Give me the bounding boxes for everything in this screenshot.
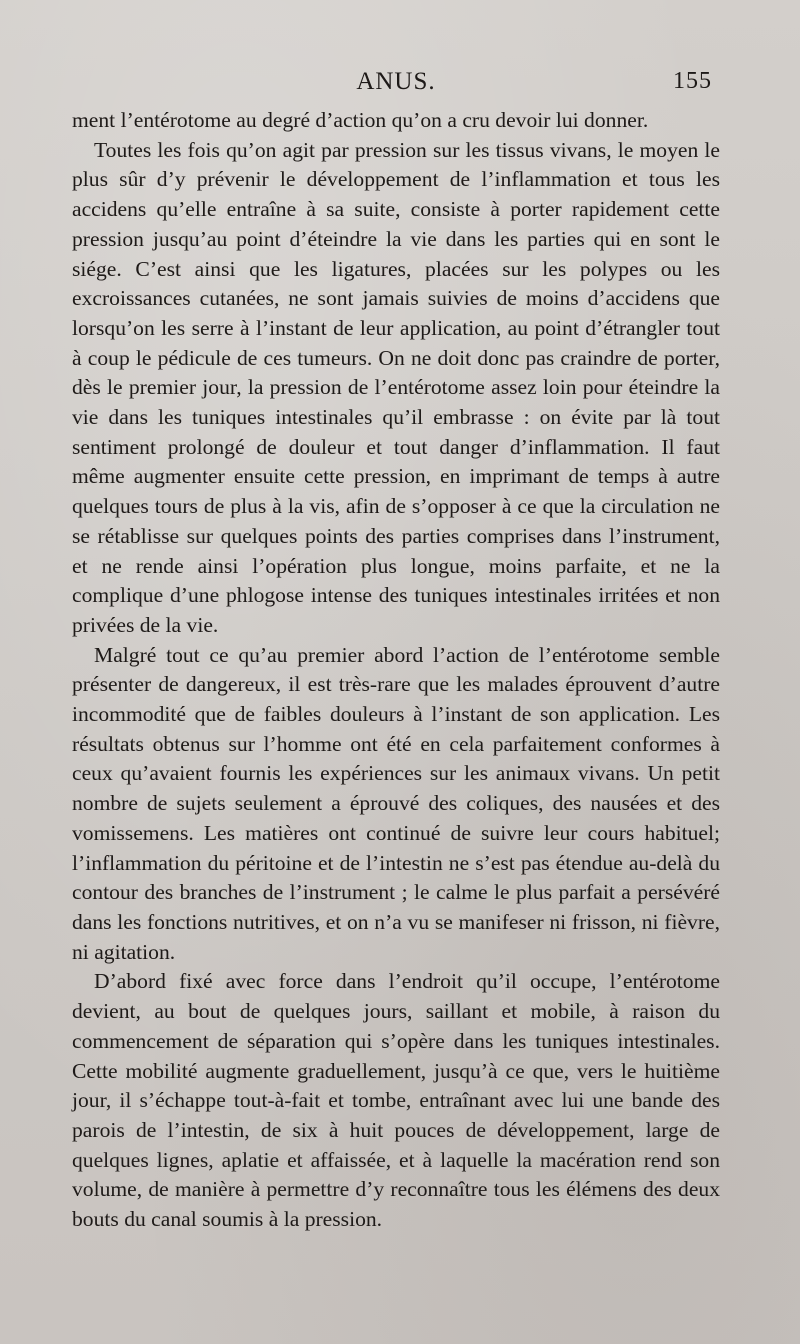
running-head [72, 62, 720, 106]
paragraph-resultats: Malgré tout ce qu’au premier abord l’action de l’entérotome semble présenter de dangereux, il est très-rare que les malades éprouvent d’autre incommodité que de faibles douleurs à l’instant de son application. Les résultats obtenus sur l’homme ont été en cela parfaitement conformes à ceux qu’avaient fournis les expériences sur les animaux vivans. Un petit nombre de sujets seulement a éprouvé des coliques, des nausées et des vomissemens. Les matières ont continué de suivre leur cours habituel; l’inflammation du péritoine et de l’intestin ne s’est pas étendue au-delà du contour des branches de l’instrument ; le calme le plus parfait a persévéré dans les fonctions nutritives, et on n’a vu se manifeser ni frisson, ni fièvre, ni agitation. [72, 642, 720, 964]
paragraph-pression: Toutes les fois qu’on agit par pression sur les tissus vivans, le moyen le plus sûr d’y prévenir le développement de l’inflammation et tous les accidens qu’elle entraîne à sa suite, consiste à porter rapidement cette pression jusqu’au point d’éteindre la vie dans les parties qui en sont le siége. C’est ainsi que les ligatures, placées sur les polypes ou les excroissances cutanées, ne sont jamais suivies de moins d’accidens que lorsqu’on les serre à l’instant de leur application, au point d’étrangler tout à coup le pédicule de ces tumeurs. On ne doit donc pas craindre de porter, dès le premier jour, la pression de l’entérotome assez loin pour éteindre la vie dans les tuniques intestinales qu’il embrasse : on évite par là tout sentiment prolongé de douleur et tout danger d’inflammation. Il faut même augmenter ensuite cette pression, en imprimant de temps à autre quelques tours de plus à la vis, afin de s’opposer à ce que la circulation ne se rétablisse sur quelques points des parties comprises dans l’instrument, et ne rende ainsi l’opération plus longue, moins parfaite, et ne la complique d’une phlogose intense des tuniques intestinales irritées et non privées de la vie. [72, 137, 720, 637]
running-title: ANUS. [356, 68, 436, 95]
paragraph-separation: D’abord fixé avec force dans l’endroit qu’il occupe, l’entérotome devient, au bout de quelques jours, saillant et mobile, à raison du commencement de séparation qui s’opère dans les tuniques intestinales. Cette mobilité augmente graduellement, jusqu’à ce que, vers le huitième jour, il s’échappe tout-à-fait et tombe, entraînant avec lui une bande des parois de l’intestin, de six à huit pouces de développement, large de quelques lignes, aplatie et affaissée, et à laquelle la macération rend son volume, de manière à permettre d’y reconnaître tous les élémens des deux bouts du canal soumis à la pression. [72, 969, 720, 1232]
page-number: 155 [673, 68, 712, 94]
paragraph-continuation: ment l’entérotome au degré d’action qu’on a cru devoir lui donner. [72, 108, 649, 132]
page-content [72, 62, 720, 1235]
